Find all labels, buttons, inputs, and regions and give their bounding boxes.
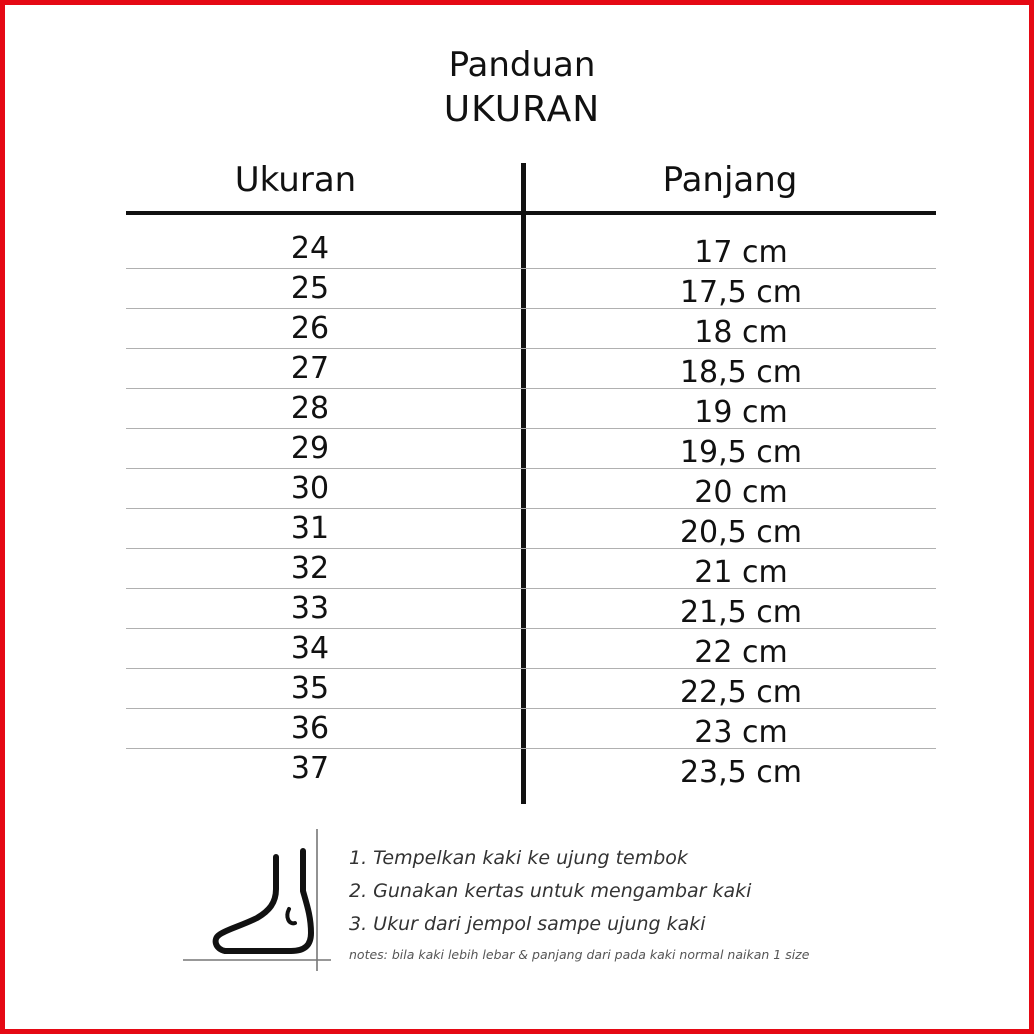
size-cell: 34 [290, 631, 330, 666]
table-row [126, 269, 936, 309]
size-cell: 35 [290, 671, 330, 706]
table-row [126, 549, 936, 589]
instruction-step: 2. Gunakan kertas untuk mengambar kaki [349, 880, 752, 902]
size-cell: 24 [290, 231, 330, 266]
size-cell: 27 [290, 351, 330, 386]
measuring-instructions [181, 825, 881, 985]
size-cell: 26 [290, 311, 330, 346]
table-row [126, 349, 936, 389]
length-cell: 17 cm [694, 235, 788, 270]
size-cell: 37 [290, 751, 330, 786]
length-cell: 17,5 cm [679, 275, 803, 310]
length-cell: 23 cm [694, 715, 788, 750]
length-cell: 18,5 cm [679, 355, 803, 390]
size-table [126, 229, 936, 789]
length-cell: 18 cm [694, 315, 788, 350]
size-cell: 31 [290, 511, 330, 546]
length-cell: 22,5 cm [679, 675, 803, 710]
column-header-length: Panjang [662, 160, 798, 200]
table-row [126, 589, 936, 629]
instruction-step: 3. Ukur dari jempol sampe ujung kaki [349, 913, 706, 935]
length-cell: 22 cm [694, 635, 788, 670]
table-row [126, 229, 936, 269]
length-cell: 21,5 cm [679, 595, 803, 630]
table-row [126, 749, 936, 789]
length-cell: 23,5 cm [679, 755, 803, 790]
title-line-1: Panduan [448, 45, 596, 85]
size-cell: 33 [290, 591, 330, 626]
table-row [126, 389, 936, 429]
table-row [126, 429, 936, 469]
size-cell: 28 [290, 391, 330, 426]
length-cell: 19,5 cm [679, 435, 803, 470]
length-cell: 19 cm [694, 395, 788, 430]
column-header-size: Ukuran [234, 160, 357, 200]
size-cell: 32 [290, 551, 330, 586]
length-cell: 21 cm [694, 555, 788, 590]
length-cell: 20,5 cm [679, 515, 803, 550]
title-line-2: UKURAN [443, 89, 601, 130]
table-row [126, 469, 936, 509]
instruction-note: notes: bila kaki lebih lebar & panjang dari pada kaki normal naikan 1 size [349, 947, 810, 962]
instruction-step: 1. Tempelkan kaki ke ujung tembok [349, 847, 688, 869]
table-row [126, 669, 936, 709]
length-cell: 20 cm [694, 475, 788, 510]
table-row [126, 309, 936, 349]
table-row [126, 709, 936, 749]
header-divider [126, 211, 936, 215]
size-cell: 30 [290, 471, 330, 506]
foot-measure-icon [181, 825, 341, 975]
size-cell: 29 [290, 431, 330, 466]
size-cell: 36 [290, 711, 330, 746]
table-row [126, 509, 936, 549]
size-cell: 25 [290, 271, 330, 306]
table-row [126, 629, 936, 669]
